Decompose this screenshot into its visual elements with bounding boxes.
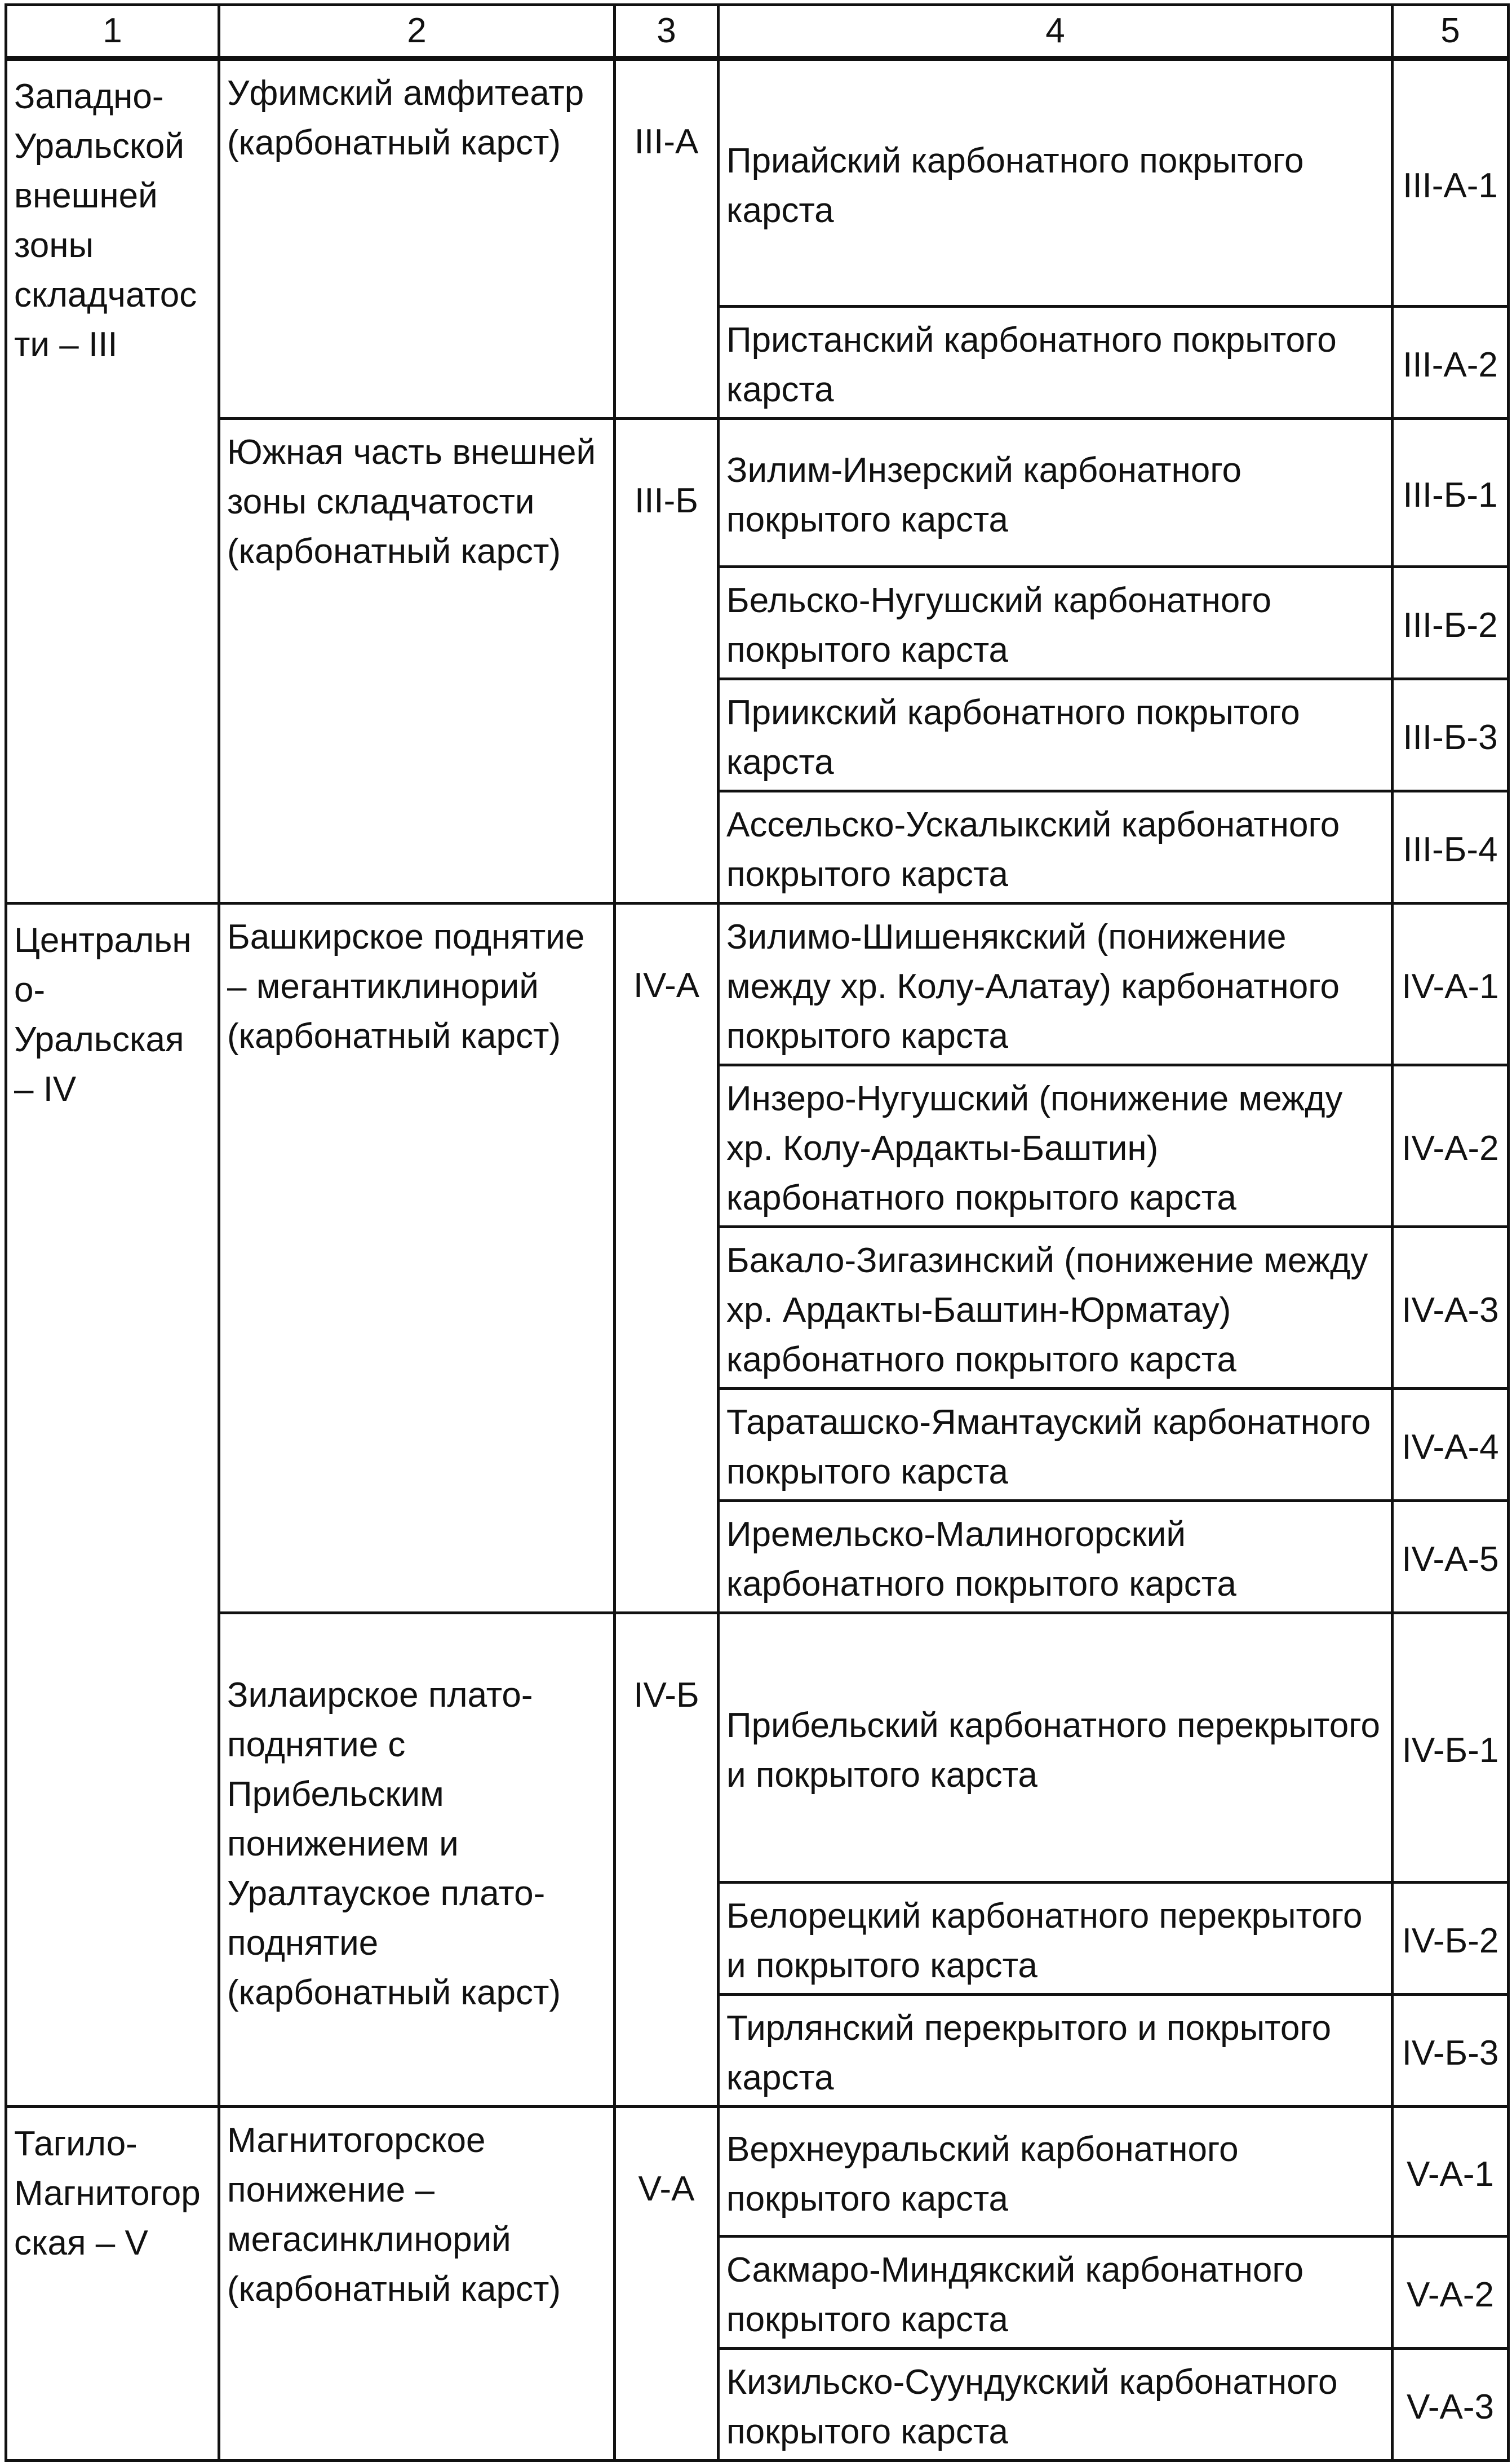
- district-code-cell: III-Б-1: [1393, 419, 1509, 567]
- karst-zoning-table: [5, 3, 1510, 2462]
- district-name-cell: Инзеро-Нугушский (понижение между хр. Колу-Ардакты-Баштин) карбонатного покрытого карста: [719, 1065, 1393, 1227]
- subzone-name-cell: Зилаирское плато-поднятие с Прибельским понижением и Уралтауское плато-поднятие (карбонатный карст): [219, 1613, 615, 2107]
- zone-name-cell: Центрально-Уральская – IV: [6, 904, 219, 2107]
- district-name-cell: Белорецкий карбонатного перекрытого и покрытого карста: [719, 1883, 1393, 1995]
- table-row: [6, 2107, 1509, 2237]
- district-name-cell: Ассельско-Ускалыкский карбонатного покрытого карста: [719, 791, 1393, 904]
- district-code-cell: V-А-3: [1393, 2349, 1509, 2461]
- district-code-cell: III-Б-3: [1393, 679, 1509, 791]
- district-name-cell: Зилимо-Шишенякский (понижение между хр. Колу-Алатау) карбонатного покрытого карста: [719, 904, 1393, 1065]
- district-name-cell: Зилим-Инзерский карбонатного покрытого карста: [719, 419, 1393, 567]
- district-code-cell: III-А-1: [1393, 59, 1509, 307]
- district-code-cell: IV-Б-1: [1393, 1613, 1509, 1883]
- district-name-cell: Сакмаро-Миндякский карбонатного покрытого карста: [719, 2237, 1393, 2349]
- table-body: [6, 5, 1509, 2461]
- column-header-5: 5: [1393, 5, 1509, 59]
- district-code-cell: V-А-2: [1393, 2237, 1509, 2349]
- column-header-3: 3: [615, 5, 719, 59]
- district-code-cell: IV-А-3: [1393, 1227, 1509, 1389]
- district-name-cell: Бельско-Нугушский карбонатного покрытого карста: [719, 567, 1393, 679]
- district-name-cell: Верхнеуральский карбонатного покрытого карста: [719, 2107, 1393, 2237]
- district-code-cell: III-Б-4: [1393, 791, 1509, 904]
- district-name-cell: Кизильско-Суундукский карбонатного покрытого карста: [719, 2349, 1393, 2461]
- district-code-cell: IV-А-4: [1393, 1389, 1509, 1501]
- column-header-4: 4: [719, 5, 1393, 59]
- district-name-cell: Тараташско-Ямантауский карбонатного покрытого карста: [719, 1389, 1393, 1501]
- district-code-cell: IV-Б-2: [1393, 1883, 1509, 1995]
- zone-name-cell: Западно-Уральской внешней зоны складчатости – III: [6, 59, 219, 904]
- district-code-cell: III-А-2: [1393, 307, 1509, 419]
- subzone-code-cell: IV-А: [615, 904, 719, 1613]
- district-name-cell: Пристанский карбонатного покрытого карста: [719, 307, 1393, 419]
- subzone-name-cell: Башкирское поднятие – мегантиклинорий (карбонатный карст): [219, 904, 615, 1613]
- table-row: [6, 59, 1509, 307]
- subzone-name-cell: Магнитогорское понижение – мегасинклинорий (карбонатный карст): [219, 2107, 615, 2461]
- district-code-cell: V-А-1: [1393, 2107, 1509, 2237]
- district-code-cell: III-Б-2: [1393, 567, 1509, 679]
- column-header-1: 1: [6, 5, 219, 59]
- table-row: [6, 419, 1509, 567]
- column-header-2: 2: [219, 5, 615, 59]
- district-name-cell: Бакало-Зигазинский (понижение между хр. Ардакты-Баштин-Юрматау) карбонатного покрытого карста: [719, 1227, 1393, 1389]
- district-name-cell: Иремельско-Малиногорский карбонатного покрытого карста: [719, 1501, 1393, 1613]
- table-row: [6, 1613, 1509, 1883]
- district-code-cell: IV-А-1: [1393, 904, 1509, 1065]
- zone-name-cell: Тагило-Магнитогорская – V: [6, 2107, 219, 2461]
- subzone-code-cell: V-А: [615, 2107, 719, 2461]
- district-name-cell: Приайский карбонатного покрытого карста: [719, 59, 1393, 307]
- subzone-name-cell: Южная часть внешней зоны складчатости (карбонатный карст): [219, 419, 615, 904]
- district-code-cell: IV-А-5: [1393, 1501, 1509, 1613]
- subzone-code-cell: III-А: [615, 59, 719, 419]
- district-name-cell: Прибельский карбонатного перекрытого и покрытого карста: [719, 1613, 1393, 1883]
- district-name-cell: Приикский карбонатного покрытого карста: [719, 679, 1393, 791]
- district-code-cell: IV-А-2: [1393, 1065, 1509, 1227]
- subzone-code-cell: III-Б: [615, 419, 719, 904]
- district-name-cell: Тирлянский перекрытого и покрытого карста: [719, 1995, 1393, 2107]
- subzone-code-cell: IV-Б: [615, 1613, 719, 2107]
- subzone-name-cell: Уфимский амфитеатр (карбонатный карст): [219, 59, 615, 419]
- district-code-cell: IV-Б-3: [1393, 1995, 1509, 2107]
- header-row: [6, 5, 1509, 59]
- table-row: [6, 904, 1509, 1065]
